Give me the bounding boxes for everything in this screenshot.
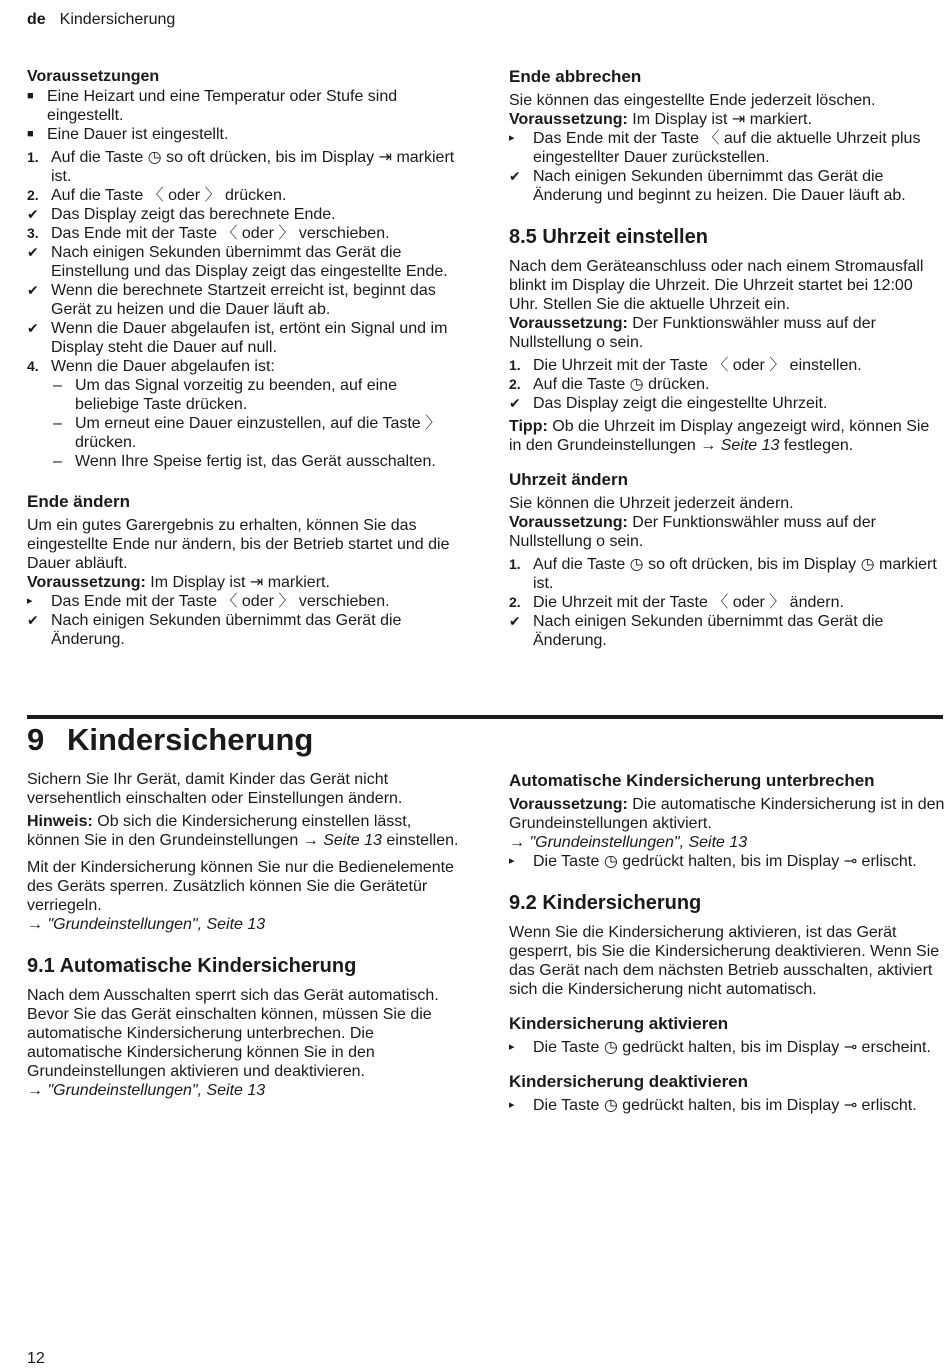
bullet-marker: ■ — [27, 128, 34, 140]
result-item: ✔ Wenn die Dauer abgelaufen ist, ertönt ein Signal und im Display steht die Dauer auf null. — [27, 320, 448, 356]
step-4: 4. Wenn die Dauer abgelaufen ist: — [27, 358, 275, 375]
list-item: ■ Eine Heizart und eine Temperatur oder Stufe sind eingestellt. — [27, 88, 398, 124]
auto-unterbrechen-heading: Automatische Kindersicherung unterbrechen — [509, 771, 875, 790]
list-item: ■ Eine Dauer ist eingestellt. — [27, 126, 229, 143]
voraussetzung-line: Voraussetzung: Im Display ist ⇥ markiert. — [27, 574, 330, 591]
end-time-icon: ⇥ — [731, 111, 746, 128]
arrow-icon: → — [700, 437, 717, 454]
step-2: 2. Auf die Taste ◷ drücken. — [509, 376, 710, 393]
clock-icon: ◷ — [603, 1097, 618, 1114]
result-item: ✔ Nach einigen Sekunden übernimmt das Gerät die Änderung. — [27, 612, 402, 648]
uhrzeit-aendern-heading: Uhrzeit ändern — [509, 470, 629, 489]
check-icon: ✔ — [509, 613, 521, 629]
check-icon: ✔ — [509, 168, 521, 184]
clock-icon: ◷ — [860, 556, 875, 573]
step-2: 2. Die Uhrzeit mit der Taste 〈 oder 〉 ändern. — [509, 594, 844, 611]
uhrzeit-aendern-text: Sie können die Uhrzeit jederzeit ändern. — [509, 495, 794, 512]
key-lock-icon: ⊸ — [843, 1039, 858, 1056]
bullet-marker: ■ — [27, 90, 34, 102]
result-item: ✔ Nach einigen Sekunden übernimmt das Gerät die Einstellung und das Display zeigt das eingestellte Ende. — [27, 244, 448, 280]
page-link[interactable]: Seite 13 — [720, 437, 780, 454]
end-time-icon: ⇥ — [249, 574, 264, 591]
action-marker: ▸ — [509, 855, 515, 867]
dash-item: – Wenn Ihre Speise fertig ist, das Gerät ausschalten. — [53, 453, 436, 470]
reference-link[interactable]: → "Grundeinstellungen", Seite 13 — [27, 916, 266, 933]
tip-line: Tipp: Ob die Uhrzeit im Display angezeigt wird, können Sie in den Grundeinstellungen → Seite 13 festlegen. — [509, 418, 930, 454]
step-3: 3. Das Ende mit der Taste 〈 oder 〉 verschieben. — [27, 225, 390, 242]
action-item: ▸ Die Taste ◷ gedrückt halten, bis im Display ⊸ erscheint. — [509, 1039, 931, 1056]
clock-icon: ◷ — [603, 853, 618, 870]
dash-item: – Um erneut eine Dauer einzustellen, auf die Taste 〉 drücken. — [53, 415, 442, 451]
reference-link[interactable]: → "Grundeinstellungen", Seite 13 — [509, 834, 748, 851]
clock-icon: ◷ — [147, 149, 162, 166]
voraussetzungen-heading: Voraussetzungen — [27, 68, 160, 85]
check-icon: ✔ — [27, 206, 39, 222]
chapter-rule — [27, 715, 943, 719]
action-marker: ▸ — [27, 595, 33, 607]
result-item: ✔ Nach einigen Sekunden übernimmt das Gerät die Änderung und beginnt zu heizen. Die Dauer läuft ab. — [509, 168, 906, 204]
check-icon: ✔ — [27, 320, 39, 336]
arrow-icon: → — [302, 832, 319, 849]
section-9-1-text: Nach dem Ausschalten sperrt sich das Gerät automatisch. Bevor Sie das Gerät einschalten können, müssen Sie die automatische Kindersicherung unterbrechen. Die automatische Kindersicherung können Sie in den Grundeinstellungen aktivieren und deaktivieren. — [27, 987, 439, 1080]
ende-abbrechen-heading: Ende abbrechen — [509, 67, 642, 86]
reference-link[interactable]: → "Grundeinstellungen", Seite 13 — [27, 1082, 266, 1099]
step-1: 1. Auf die Taste ◷ so oft drücken, bis im Display ⇥ markiert ist. — [27, 149, 455, 185]
arrow-icon: → — [509, 834, 525, 851]
clock-icon: ◷ — [629, 376, 644, 393]
arrow-icon: → — [27, 916, 43, 933]
clock-icon: ◷ — [629, 556, 644, 573]
step-2: 2. Auf die Taste 〈 oder 〉 drücken. — [27, 187, 287, 204]
voraussetzung-line: Voraussetzung: Der Funktionswähler muss auf der Nullstellung o sein. — [509, 315, 876, 351]
section-8-5-text: Nach dem Geräteanschluss oder nach einem Stromausfall blinkt im Display die Uhrzeit. Die Uhrzeit startet bei 12:00 Uhr. Stellen Sie die aktuelle Uhrzeit ein. — [509, 258, 924, 313]
action-item: ▸ Das Ende mit der Taste 〈 auf die aktuelle Uhrzeit plus eingestellter Dauer zurückstellen. — [509, 130, 921, 166]
step-1: 1. Die Uhrzeit mit der Taste 〈 oder 〉 einstellen. — [509, 357, 862, 374]
result-item: ✔ Wenn die berechnete Startzeit erreicht ist, beginnt das Gerät zu heizen und die Dauer läuft ab. — [27, 282, 436, 318]
ende-aendern-heading: Ende ändern — [27, 492, 130, 511]
right-bottom-column — [509, 770, 945, 1115]
page-number: 12 — [27, 1350, 45, 1367]
left-bottom-column — [27, 770, 463, 1100]
action-marker: ▸ — [509, 1099, 515, 1111]
section-8-5-heading: 8.5 Uhrzeit einstellen — [509, 226, 708, 248]
ende-aendern-text: Um ein gutes Garergebnis zu erhalten, können Sie das eingestellte Ende nur ändern, bis der Betrieb startet und die Dauer abläuft. — [27, 517, 450, 572]
result-item: ✔ Nach einigen Sekunden übernimmt das Gerät die Änderung. — [509, 613, 884, 649]
voraussetzung-line: Voraussetzung: Die automatische Kindersicherung ist in den Grundeinstellungen aktiviert. — [509, 796, 945, 832]
left-top-column — [27, 66, 463, 649]
chapter-heading — [27, 720, 313, 760]
check-icon: ✔ — [27, 282, 39, 298]
page-header — [27, 10, 175, 29]
step-1: 1. Auf die Taste ◷ so oft drücken, bis im Display ◷ markiert ist. — [509, 556, 937, 592]
mit-kindersicherung-text: Mit der Kindersicherung können Sie nur die Bedienelemente des Geräts sperren. Zusätzlich können Sie die Gerätetür verriegeln. — [27, 859, 454, 914]
aktivieren-heading: Kindersicherung aktivieren — [509, 1014, 729, 1033]
action-marker: ▸ — [509, 132, 515, 144]
check-icon: ✔ — [27, 244, 39, 260]
deaktivieren-heading: Kindersicherung deaktivieren — [509, 1072, 749, 1091]
section-9-2-heading: 9.2 Kindersicherung — [509, 892, 702, 914]
voraussetzung-line: Voraussetzung: Der Funktionswähler muss auf der Nullstellung o sein. — [509, 514, 876, 550]
chapter-number: 9 — [27, 722, 45, 757]
ende-abbrechen-text: Sie können das eingestellte Ende jederzeit löschen. — [509, 92, 876, 109]
chapter-intro: Sichern Sie Ihr Gerät, damit Kinder das Gerät nicht versehentlich einschalten oder Einstellungen ändern. — [27, 771, 403, 807]
dash-item: – Um das Signal vorzeitig zu beenden, auf eine beliebige Taste drücken. — [53, 377, 397, 413]
action-marker: ▸ — [509, 1041, 515, 1053]
voraussetzung-line: Voraussetzung: Im Display ist ⇥ markiert. — [509, 111, 812, 128]
result-item: ✔ Das Display zeigt die eingestellte Uhrzeit. — [509, 395, 828, 412]
key-lock-icon: ⊸ — [843, 853, 858, 870]
page-link[interactable]: Seite 13 — [323, 832, 382, 849]
action-item: ▸ Die Taste ◷ gedrückt halten, bis im Display ⊸ erlischt. — [509, 853, 917, 870]
key-lock-icon: ⊸ — [843, 1097, 858, 1114]
action-item: ▸ Das Ende mit der Taste 〈 oder 〉 verschieben. — [27, 593, 390, 610]
section-9-2-text: Wenn Sie die Kindersicherung aktivieren, ist das Gerät gesperrt, bis Sie die Kindersicherung deaktivieren. Wenn Sie das Gerät nach dem nächsten Betrieb ausschalten, aktiviert sich die Kindersicherung nicht automatisch. — [509, 924, 940, 998]
hinweis-line: Hinweis: Ob sich die Kindersicherung einstellen lässt, können Sie in den Grundeinstellungen → Seite 13 einstellen. — [27, 813, 459, 849]
header-section: Kindersicherung — [59, 11, 176, 28]
chapter-title: Kindersicherung — [67, 722, 314, 757]
end-time-icon: ⇥ — [378, 149, 392, 166]
language-code: de — [27, 11, 46, 28]
right-top-column — [509, 66, 945, 650]
clock-icon: ◷ — [603, 1039, 618, 1056]
check-icon: ✔ — [509, 395, 521, 411]
action-item: ▸ Die Taste ◷ gedrückt halten, bis im Display ⊸ erlischt. — [509, 1097, 917, 1114]
arrow-icon: → — [27, 1082, 43, 1099]
check-icon: ✔ — [27, 612, 39, 628]
section-9-1-heading: 9.1 Automatische Kindersicherung — [27, 955, 357, 977]
result-item: ✔ Das Display zeigt das berechnete Ende. — [27, 206, 336, 223]
